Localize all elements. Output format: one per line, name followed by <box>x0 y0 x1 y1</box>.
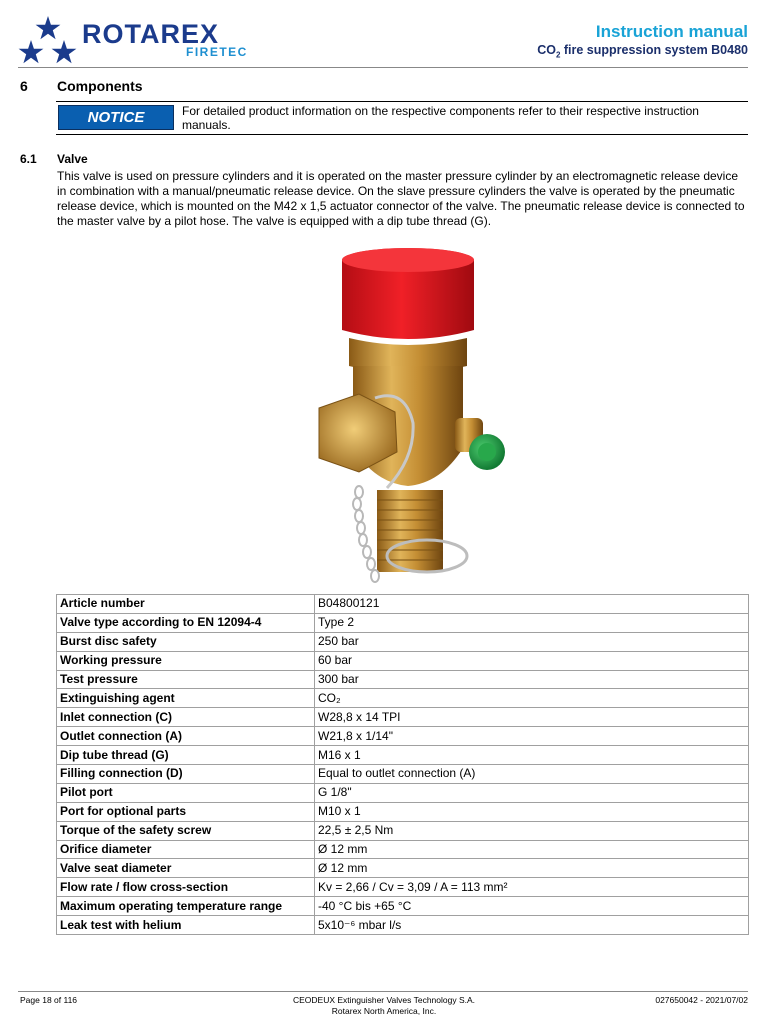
table-row <box>57 651 749 670</box>
table-row <box>57 916 749 935</box>
notice-badge: NOTICE <box>58 105 174 130</box>
spec-value: W21,8 x 1/14" <box>315 727 749 746</box>
table-row <box>57 670 749 689</box>
spec-value: 22,5 ± 2,5 Nm <box>315 821 749 840</box>
spec-label: Orifice diameter <box>57 840 315 859</box>
stars-icon <box>18 16 78 64</box>
spec-label: Pilot port <box>57 783 315 802</box>
spec-label: Working pressure <box>57 651 315 670</box>
spec-label: Maximum operating temperature range <box>57 897 315 916</box>
spec-label: Burst disc safety <box>57 632 315 651</box>
spec-value: Kv = 2,66 / Cv = 3,09 / A = 113 mm² <box>315 878 749 897</box>
spec-value: 5x10⁻⁶ mbar l/s <box>315 916 749 935</box>
table-row <box>57 859 749 878</box>
table-row <box>57 746 749 765</box>
document-reference: 027650042 - 2021/07/02 <box>655 995 748 1005</box>
valve-description: This valve is used on pressure cylinders and it is operated on the master pressure cylinder by an electromagnetic release device in combination with a manual/pneumatic release device. On the slave pressure cylinders the valve is operated by the pneumatic release device, which is mounted on the M42 x 1,5 actuator connector of the valve. The pneumatic release device is connected to the master valve by a pilot hose. The valve is equipped with a dip tube thread (G). <box>57 169 745 228</box>
table-row <box>57 802 749 821</box>
spec-label: Filling connection (D) <box>57 765 315 784</box>
brand-name: ROTAREX <box>82 19 220 49</box>
spec-value: Type 2 <box>315 613 749 632</box>
table-row <box>57 897 749 916</box>
subtitle-rest: fire suppression system B0480 <box>560 43 748 57</box>
spec-label: Port for optional parts <box>57 802 315 821</box>
table-row <box>57 783 749 802</box>
table-row <box>57 878 749 897</box>
spec-value: Ø 12 mm <box>315 859 749 878</box>
subtitle-co: CO <box>537 43 556 57</box>
table-row <box>57 840 749 859</box>
spec-label: Leak test with helium <box>57 916 315 935</box>
company-line-1: CEODEUX Extinguisher Valves Technology S.A. <box>292 995 476 1005</box>
valve-image <box>255 238 550 590</box>
section-number: 6 <box>20 78 28 94</box>
subsection-title: Valve <box>57 152 88 166</box>
table-row <box>57 595 749 614</box>
spec-value: CO₂ <box>315 689 749 708</box>
spec-label: Flow rate / flow cross-section <box>57 878 315 897</box>
rotarex-logo <box>18 16 268 64</box>
table-row <box>57 765 749 784</box>
spec-value: G 1/8" <box>315 783 749 802</box>
table-row <box>57 708 749 727</box>
subtitle-subscript: 2 <box>555 50 561 60</box>
spec-value: M10 x 1 <box>315 802 749 821</box>
spec-label: Torque of the safety screw <box>57 821 315 840</box>
specification-table <box>56 594 749 935</box>
company-line-2: Rotarex North America, Inc. <box>331 1006 437 1016</box>
brand-subname: FIRETEC <box>186 45 248 59</box>
table-row <box>57 821 749 840</box>
spec-value: 300 bar <box>315 670 749 689</box>
spec-value: -40 °C bis +65 °C <box>315 897 749 916</box>
spec-value: B04800121 <box>315 595 749 614</box>
document-title: Instruction manual <box>595 22 748 41</box>
spec-label: Test pressure <box>57 670 315 689</box>
table-row <box>57 689 749 708</box>
spec-label: Extinguishing agent <box>57 689 315 708</box>
spec-value: M16 x 1 <box>315 746 749 765</box>
spec-label: Valve seat diameter <box>57 859 315 878</box>
notice-text: For detailed product information on the respective components refer to their respective instruction manuals. <box>182 104 699 132</box>
spec-value: 60 bar <box>315 651 749 670</box>
document-subtitle <box>537 43 748 60</box>
section-title: Components <box>57 78 143 94</box>
spec-label: Outlet connection (A) <box>57 727 315 746</box>
table-row <box>57 727 749 746</box>
table-row <box>57 613 749 632</box>
spec-label: Article number <box>57 595 315 614</box>
spec-label: Inlet connection (C) <box>57 708 315 727</box>
spec-value: Equal to outlet connection (A) <box>315 765 749 784</box>
notice-box <box>56 101 748 135</box>
table-row <box>57 632 749 651</box>
spec-label: Valve type according to EN 12094-4 <box>57 613 315 632</box>
subsection-number: 6.1 <box>20 152 37 166</box>
spec-value: 250 bar <box>315 632 749 651</box>
header-divider <box>18 67 748 68</box>
spec-value: W28,8 x 14 TPI <box>315 708 749 727</box>
spec-label: Dip tube thread (G) <box>57 746 315 765</box>
spec-value: Ø 12 mm <box>315 840 749 859</box>
footer-divider <box>18 991 748 992</box>
footer-company <box>0 995 768 1017</box>
page-number: Page 18 of 116 <box>20 995 78 1005</box>
